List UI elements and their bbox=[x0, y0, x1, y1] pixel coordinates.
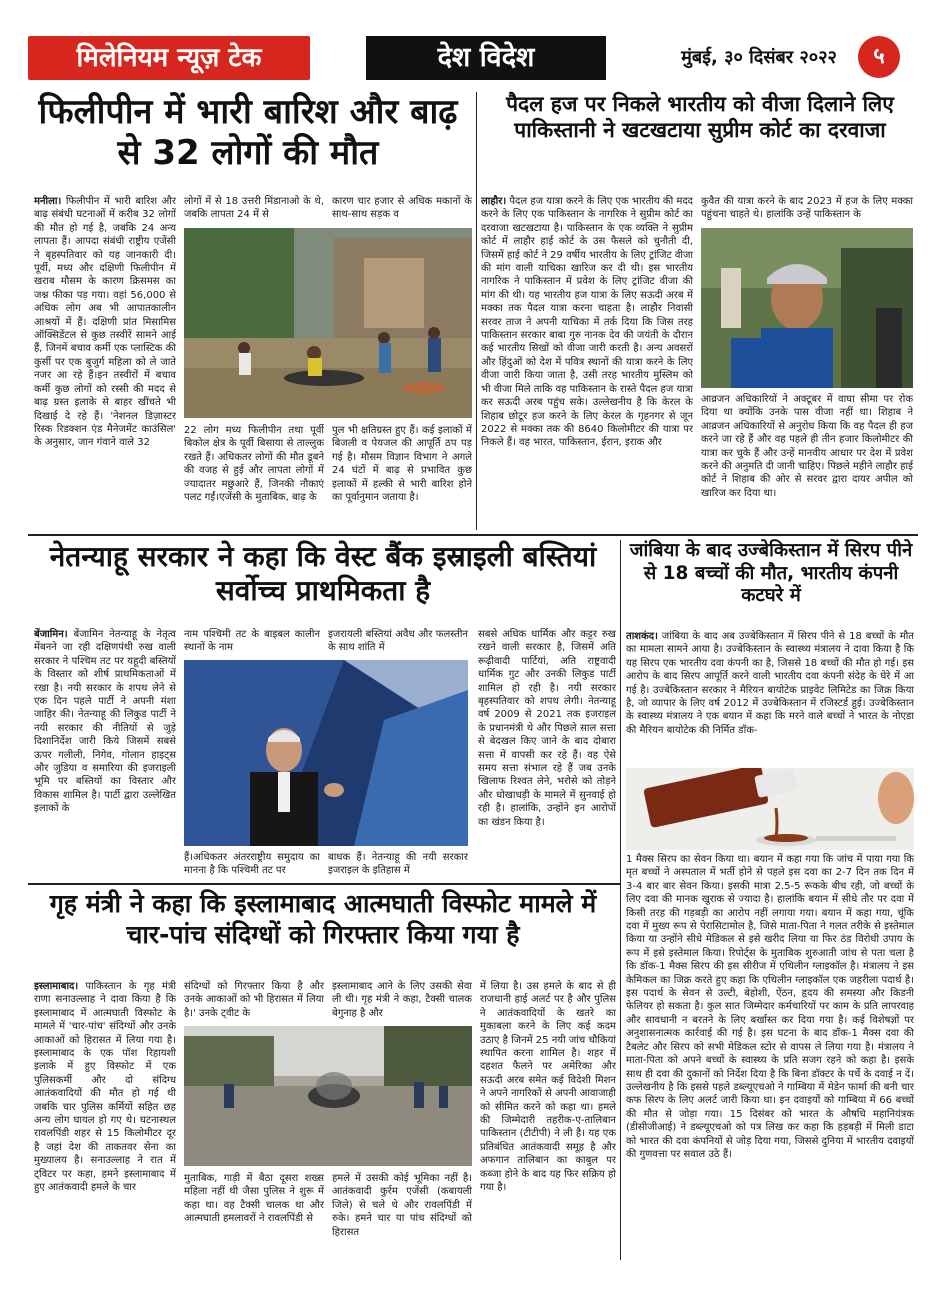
issue-date: मुंबई, ३० दिसंबर २०२२ bbox=[681, 47, 837, 68]
islamabad-dateline: इस्लामाबाद। bbox=[34, 981, 79, 992]
netanyahu-photo bbox=[184, 660, 468, 846]
section-rule bbox=[28, 534, 918, 536]
haj-col2-bottom: आव्रजन अधिकारियों ने अक्टूबर में वाघा सीमा पर रोक दिया था क्योंकि उनके पास वीजा नहीं था। शिहाब ने आव्रजन अधिकारियों से अनुरोध किया कि वह पैदल ही हज करने जा रहे हैं और वह पहले ही तीन हजार किलोमीटर की यात्रा कर चुके हैं और उन्हें मानवीय आधार पर देश में प्रवेश करने की अनुमति दी जानी चाहिए। पिछले महीने लाहौर हाई कोर्ट ने शिहाब की ओर से सरवर द्वारा दायर अपील को खारिज कर दिया था। bbox=[701, 394, 913, 499]
islamabad-headline: गृह मंत्री ने कहा कि इस्लामाबाद आत्मघाती विस्फोट मामले में चार-पांच संदिग्धों को गिरफ्तार किया गया है bbox=[49, 889, 597, 949]
philippines-col3-bottom: पुल भी क्षतिग्रस्त हुए हैं। कई इलाकों में बिजली व पेयजल की आपूर्ति ठप पड़ गई है। मौसम विज्ञान विभाग ने अगले 24 घंटों में बाढ़ से प्रभावित कुछ इलाकों में हल्की से भारी बारिश होने का पूर्वानुमान जताया है। bbox=[332, 425, 472, 504]
haj-headline: पैदल हज पर निकले भारतीय को वीजा दिलाने लिए पाकिस्तानी ने खटखटाया सुप्रीम कोर्ट का दरवाजा bbox=[506, 92, 894, 142]
philippines-col2-bottom: 22 लोग मध्य फिलीपीन तथा पूर्वी बिकोल क्षेत्र के पूर्वी बिसाया से ताल्लुक रखते हैं। अधिकतर लोगों की मौत डूबने की वजह से हुई और लापता लोगों में ज्यादातर मछुआरे हैं, जिनकी नौकाएं पलट गईं।एजेंसी के मुताबिक, बाढ़ के bbox=[184, 425, 324, 504]
haj-col2-top: कुवैत की यात्रा करने के बाद 2023 में हज के लिए मक्का पहुंचना चाहते थे। हालांकि उन्हें पाकिस्तान के bbox=[701, 196, 913, 221]
page-number: ५ bbox=[858, 36, 900, 78]
netanyahu-col3-bottom: बाधक हैं। नेतन्याहू की नयी सरकार इजराइल के इतिहास में bbox=[328, 852, 468, 877]
netanyahu-col4: सबसे अधिक धार्मिक और कट्टर रुख रखने वाली सरकार है, जिसमें अति रूढ़ीवादी पार्टियां, अति राष्ट्रवादी धार्मिक गुट और उनकी लिकुड पार्टी शामिल हो रही है। नयी सरकार बृहस्पतिवार को शपथ लेगी। नेतन्याहू वर्ष 2009 से 2021 तक इजराइल के प्रधानमंत्री थे और पिछले साल सत्ता से बेदखल किए जाने के बाद दोबारा सत्ता में वापसी कर रहे हैं। वह ऐसे समय सत्ता संभाल रहे हैं जब उनके खिलाफ रिश्वत लेने, भरोसे को तोड़ने और धोखाधड़ी के मामले में सुनवाई हो रही है। हालांकि, उन्होंने इन आरोपों का खंडन किया है। bbox=[478, 629, 616, 828]
column-divider bbox=[476, 92, 477, 530]
philippines-headline: फिलीपीन में भारी बारिश और बाढ़ से 32 लोगों की मौत bbox=[38, 92, 458, 174]
section-rule bbox=[28, 883, 620, 885]
islamabad-col1: इस्लामाबाद। पाकिस्तान के गृह मंत्री राणा सनाउल्लाह ने दावा किया है कि इस्लामाबाद में आत्मघाती विस्फोट के मामले में 'चार-पांच' संदिग्धों और उनके आकाओं को हिरासत में लिया गया है। इस्लामाबाद के एक पॉश रिहायशी इलाके में हुए विस्फोट में एक पुलिसकर्मी और दो संदिग्ध आतंकवादियों की मौत हो गई थी जबकि चार पुलिस कर्मियों सहित छह अन्य लोग घायल हो गए थे। घटनास्थल रावलपिंडी शहर से 15 किलोमीटर दूर है जहां देश की ताकतवर सेना का मुख्यालय है। सनाउल्लाह ने रात में ट्विटर पर कहा, हमने इस्लामाबाद में हुए आतंकवादी हमले के चार bbox=[34, 981, 176, 1194]
uzbekistan-headline: जांबिया के बाद उज्बेकिस्तान में सिरप पीने से 18 बच्चों की मौत, भारतीय कंपनी कटघरे में bbox=[629, 540, 913, 607]
uzbekistan-col-bottom: 1 मैक्स सिरप का सेवन किया था। बयान में कहा गया कि जांच में पाया गया कि मृत बच्चों ने अस्पताल में भर्ती होने से पहले इस दवा का 2-7 दिन तक दिन में 3-4 बार बार सेवन किया। इसकी मात्रा 2.5-5 रूकके बीच रही, जो बच्चों के लिए दवा की मानक खुराक से ज्यादा है। हालांकि बयान में सीधे तौर पर दवा में किसी तरह की गड़बड़ी का आरोप नहीं लगाया गया। बयान में कहा गया, चूंकि दवा में मुख्य रूप से पेरासिटामोल है, जिसे माता-पिता ने गलत तरीके से इस्तेमाल किया या उन्होंने सीधे मेडिकल से इसे खरीद लिया या फिर ठंड विरोधी उपाय के रूप में इसे इस्तेमाल किया। रिपोर्ट्स के मुताबिक शुरुआती जांच से पता चला है कि डॉक-1 मैक्स सिरप की इस सीरीज में एथिलीन ग्लाइकॉल है। मंत्रालय ने इस केमिकल का जिक्र करते हुए कहा कि एथिलीन ग्लाइकॉल एक जहरीला पदार्थ है। इस पदार्थ के सेवन से उल्टी, बेहोशी, ऐंठन, हृदय की समस्या और किडनी फेलियर हो सकता है। कुल सात जिम्मेदार कर्मचारियों पर काम के प्रति लापरवाह और सावधानी न बरतने के लिए बर्खास्त कर दिया गया है। कई विशेषज्ञों पर अनुशासनात्मक कार्रवाई की गई है। इस घटना के बाद डॉक-1 मैक्स दवा की टैबलेट और सिरप को सभी मेडिकल स्टोर से वापस ले लिया गया है। मंत्रालय ने माता-पिता को अपने बच्चों के स्वास्थ्य के प्रति सजग रहने को कहा है। इसके साथ ही दवा की दुकानों को निर्देश दिया है कि बिना डॉक्टर के पर्चे के दवाई न दें। उल्लेखनीय है कि इससे पहले डब्ल्यूएचओ ने गाम्बिया में मेडेन फार्मा की बनी चार कफ सिरप के लिए अलर्ट जारी किया था। इन दवाइयों को गाम्बिया में 66 बच्चों की मौत से जोड़ा गया। 15 दिसंबर को भारत के औषधि महानियंत्रक (डीसीजीआई) ने डब्ल्यूएचओ को पत्र लिख कर कहा कि हड़बड़ी में मिली डाटा को भारत की दवा कंपनियों से जोड़ दिया गया, जिससे दुनिया में भारतीय दवाइयों की गुणवत्ता पर सवाल उठे हैं। bbox=[626, 854, 914, 1160]
section-title: देश विदेश bbox=[366, 36, 606, 80]
cough-syrup-photo bbox=[626, 768, 914, 850]
uzbekistan-dateline: ताशकंद। bbox=[626, 631, 658, 642]
islamabad-col2-top: संदिग्धों को गिरफ्तार किया है और उनके आकाओं को भी हिरासत में लिया है।' उनके ट्वीट के bbox=[184, 981, 324, 1019]
paper-name: मिलेनियम न्यूज़ टेक bbox=[28, 36, 310, 80]
netanyahu-col1: बेंजामिन। बेंजामिन नेतन्याहू के नेतृत्व मेंबनने जा रही दक्षिणपंथी रुख वाली सरकार ने पश्चिम तट पर यहूदी बस्तियों के विस्तार को शीर्ष प्राथमिकताओं में रखा है। नयी सरकार के शपथ लेने से एक दिन पहले पार्टी ने अपनी मंशा जाहिर की। नेतन्याहू की लिकुड पार्टी ने नयी सरकार की नीतियों से जुड़े दिशानिर्देश जारी किये जिसमें सबसे ऊपर गलीली, निगेव, गोलान हाइट्स और जुडिया व समारिया की इजराइली भूमि पर बस्तियों का विस्तार और विकास शामिल है। पार्टी द्वारा उल्लेखित इलाकों के bbox=[34, 629, 176, 815]
netanyahu-dateline: बेंजामिन। bbox=[34, 629, 68, 640]
islamabad-col4: में लिया है। उस हमले के बाद से ही राजधानी हाई अलर्ट पर है और पुलिस ने आतंकवादियों के खतरे का मुकाबला करने के लिए कई कदम उठाए है जिनमें 25 नयी जांच चौकियां स्थापित करना शामिल है। शहर में दहशत फैलने पर अमेरिका और सऊदी अरब समेत कई विदेशी मिशन ने अपने नागरिकों से अपनी आवाजाही को सीमित करने को कहा था। हमले की जिम्मेदारी तहरीक-ए-तालिबान पाकिस्तान (टीटीपी) ने ली है। यह एक प्रतिबंधित आतंकवादी समूह है और अफगान तालिबान का काबुल पर कब्जा होने के बाद यह फिर सक्रिय हो गया है। bbox=[480, 981, 616, 1194]
blast-site-photo bbox=[184, 1026, 472, 1166]
haj-col1: लाहौर। पैदल हज यात्रा करने के लिए एक भारतीय की मदद करने के लिए एक पाकिस्तान के नागरिक ने सुप्रीम कोर्ट का दरवाजा खटखटाया है। पाकिस्तान के एक व्यक्ति ने सुप्रीम कोर्ट में लाहौर हाई कोर्ट के उस फैसले को चुनौती दी, जिसमें हाई कोर्ट ने 29 वर्षीय भारतीय के लिए ट्रांजिट वीजा की मांग वाली याचिका खारिज कर दी थी। इस भारतीय नागरिक ने पाकिस्तान में प्रवेश के लिए ट्रांजिट वीजा की मांग की थी। यह भारतीय हज यात्रा के लिए सऊदी अरब में मक्का तक पैदल यात्रा करना चाहता है। लाहौर निवासी सरवर ताज ने अपनी याचिका में तर्क दिया कि जिस तरह पाकिस्तान सरकार बाबा गुरु नानक देव की जयंती के दौरान कई भारतीय सिखों को वीजा जारी करती है। अन्य अवसरों और हिंदुओं को देश में पवित्र स्थानों की यात्रा करने के लिए वीजा जारी किया जाता है, उसी तरह भारतीय मुस्लिम को भी वीजा मिले ताकि वह पाकिस्तान के रास्ते पैदल हज यात्रा कर सऊदी अरब पहुंच सके। उल्लेखनीय है कि केरल के शिहाब छोटूर हज करने के लिए केरल के गृहनगर से जून 2022 से मक्का तक की 8640 किलोमीटर की यात्रा पर निकले हैं। वह भारत, पाकिस्तान, ईरान, इराक और bbox=[481, 196, 693, 449]
flood-rescue-photo bbox=[184, 228, 472, 418]
philippines-col1: मनीला। फिलीपीन में भारी बारिश और बाढ़ संबंधी घटनाओं में करीब 32 लोगों की मौत हो गई है, जबकि 24 अन्य लापता हैं। आपदा संबंधी राष्ट्रीय एजेंसी ने बृहस्पतिवार को यह जानकारी दी। पूर्वी, मध्य और दक्षिणी फिलीपीन में खराब मौसम के कारण क्रिसमस का जश्न फीका पड़ गया। वहां 56,000 से अधिक लोग अब भी आपातकालीन आश्रयों में हैं। दक्षिणी प्रांत मिसामिस ऑक्सिडेंटल से कुछ तस्वीरें सामने आई हैं, जिनमें बचाव कर्मी एक प्लास्टिक की कुर्सी पर एक बुजुर्ग महिला को ले जाते नजर आ रहे हैं।इन तस्वीरों में बचाव कर्मी कुछ लोगों को रस्सी की मदद से बाढ़ ग्रस्त इलाके से बाहर खींचते भी दिखाई दे रहे हैं। 'नेशनल डिज़ास्टर रिस्क रिडक्शन एंड मैनेजमेंट काउंसिल' के अनुसार, जान गंवाने वाले 32 bbox=[34, 196, 176, 449]
philippines-col2-top: लोगों में से 18 उत्तरी मिंडानाओ के थे, जबकि लापता 24 में से bbox=[184, 196, 324, 221]
netanyahu-col2-bottom: हैं।अधिकतर अंतरराष्ट्रीय समुदाय का मानना है कि पश्चिमी तट पर bbox=[184, 852, 320, 877]
netanyahu-col3-top: इजरायली बस्तियां अवैध और फलस्तीन के साथ शांति में bbox=[328, 629, 468, 654]
haj-dateline: लाहौर। bbox=[481, 196, 507, 207]
uzbekistan-col-top: ताशकंद। जांबिया के बाद अब उज्बेकिस्तान में सिरप पीने से 18 बच्चों के मौत का मामला सामने आया है। उज्बेकिस्तान के स्वास्थ्य मंत्रालय ने दावा किया है कि यह सिरप एक भारतीय दवा कंपनी का है, जिससे 18 बच्चों की मौत हो गई। इस आरोप के बाद सिरप आपूर्ति करने वाली भारतीय दवा कंपनी संदेह के घेरे में आ गई है। उज्बेकिस्तान सरकार ने मैरियन बायोटेक प्राइवेट लिमिटेड का जिक्र किया है, जो व्यापार के लिए वर्ष 2012 में उज्बेकिस्तान में रजिस्टर्ड हुई। उज्बेकिस्तान के स्वास्थ्य मंत्रालय ने एक बयान में कहा कि मरने वाले बच्चों ने भारत के नोएडा की मैरियन बायोटेक की निर्मित डॉक- bbox=[626, 631, 914, 736]
philippines-col3-top: कारण चार हजार से अधिक मकानों के साथ-साथ सड़क व bbox=[332, 196, 472, 221]
netanyahu-headline: नेतन्याहू सरकार ने कहा कि वेस्ट बैंक इस्राइली बस्तियां सर्वोच्च प्राथमिकता है bbox=[49, 540, 597, 608]
column-divider bbox=[620, 540, 621, 1260]
pilgrim-photo bbox=[701, 228, 913, 388]
islamabad-col3-top: इस्लामाबाद आने के लिए उसकी सेवा ली थी। गृह मंत्री ने कहा, टैक्सी चालक बेगुनाह है और bbox=[332, 981, 472, 1019]
masthead bbox=[28, 36, 918, 80]
islamabad-col3-bottom: हमले में उसकी कोई भूमिका नहीं है। आतंकवादी कुर्रम एजेंसी (कबायली जिले) से चले थे और रावलपिंडी में रुके। हमने चार या पांच संदिग्धों को हिरासत bbox=[332, 1173, 472, 1238]
philippines-dateline: मनीला। bbox=[34, 196, 62, 207]
netanyahu-col2-top: नाम पश्चिमी तट के बाइबल कालीन स्थानों के नाम bbox=[184, 629, 320, 654]
islamabad-col2-bottom: मुताबिक, गाड़ी में बैठा दूसरा शख्स महिला नहीं थी जैसा पुलिस ने शुरू में कहा था। वह टैक्सी चालक था और आत्मघाती हमलावरों ने रावलपिंडी से bbox=[184, 1173, 324, 1225]
